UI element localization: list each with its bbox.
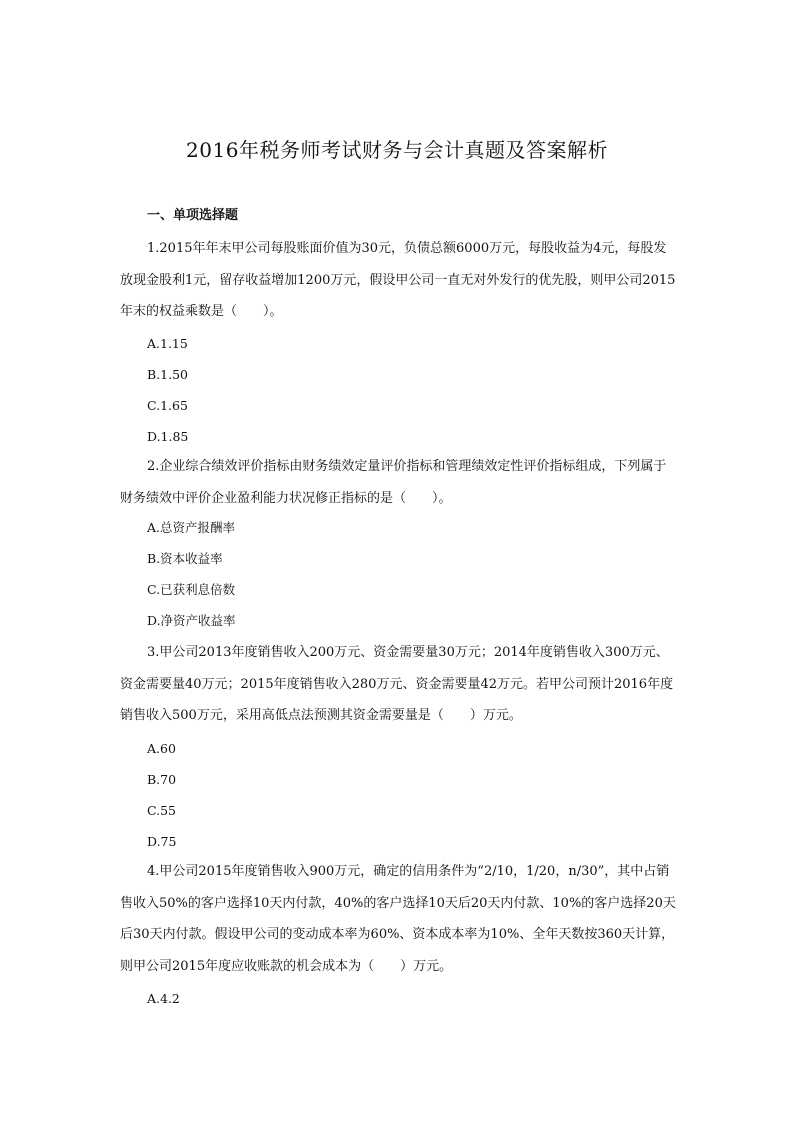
question-1-stem: 1.2015年年末甲公司每股账面价值为30元，负债总额6000万元，每股收益为4元，每股发放现金股利1元，留存收益增加1200万元，假设甲公司一直无对外发行的优先股，则甲公司2015年末的权益乘数是（ ）。 — [120, 241, 676, 319]
document-title: 2016年税务师考试财务与会计真题及答案解析 — [186, 138, 608, 162]
question-2-option-b: B.资本收益率 — [147, 551, 223, 566]
question-1-option-d: D.1.85 — [147, 429, 189, 444]
question-1-option-c: C.1.65 — [147, 398, 188, 413]
question-1-option-a: A.1.15 — [147, 336, 188, 351]
question-3-option-b: B.70 — [147, 772, 177, 787]
question-4-option-a: A.4.2 — [147, 991, 180, 1006]
question-2-option-a: A.总资产报酬率 — [147, 520, 236, 535]
question-2-option-d: D.净资产收益率 — [147, 613, 236, 628]
question-2-option-c: C.已获利息倍数 — [147, 582, 236, 597]
question-2-stem: 2.企业综合绩效评价指标由财务绩效定量评价指标和管理绩效定性评价指标组成，下列属于财务绩效中评价企业盈利能力状况修正指标的是（ ）。 — [120, 459, 667, 506]
question-3-option-a: A.60 — [147, 741, 176, 756]
question-3-option-c: C.55 — [147, 803, 176, 818]
question-3-option-d: D.75 — [147, 834, 177, 849]
question-4-stem: 4.甲公司2015年度销售收入900万元，确定的信用条件为“2/10，1/20，n/30”，其中占销售收入50%的客户选择10天内付款，40%的客户选择10天后20天内付款、10%的客户选择20天后30天内付款。假设甲公司的变动成本率为60%、资本成本率为10%、全年天数按360天计算，则甲公司2015年度应收账款的机会成本为（ ）万元。 — [120, 864, 676, 974]
question-3-stem: 3.甲公司2013年度销售收入200万元、资金需要量30万元；2014年度销售收入300万元、资金需要量40万元；2015年度销售收入280万元、资金需要量42万元。若甲公司预计2016年度销售收入500万元，采用高低点法预测其资金需要量是（ ）万元。 — [120, 645, 674, 723]
question-1-option-b: B.1.50 — [147, 367, 188, 382]
section-heading: 一、单项选择题 — [147, 208, 239, 223]
